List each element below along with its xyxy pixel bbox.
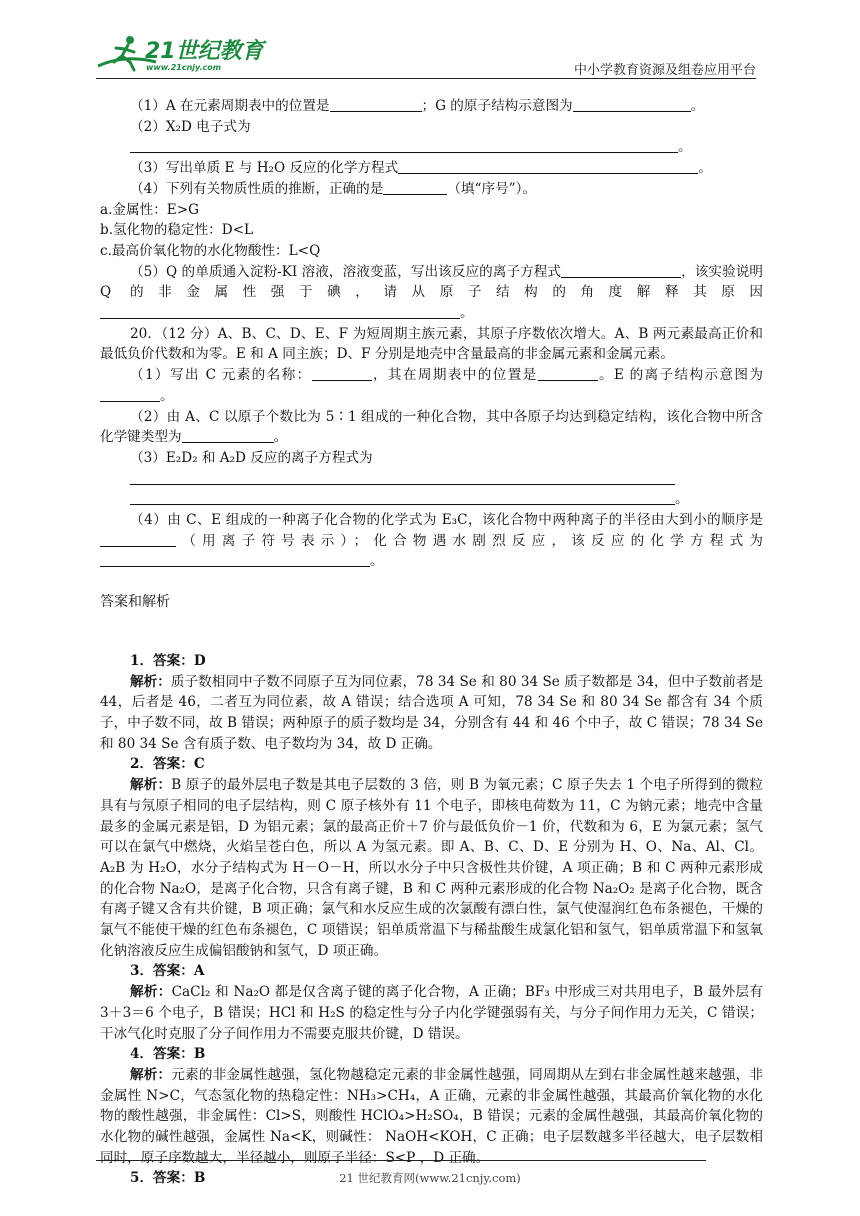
q20-part3: （3）E₂D₂ 和 A₂D 反应的离子方程式为 <box>130 449 373 466</box>
q20-part3-blank2: 。 <box>100 489 763 510</box>
q19-part1: （1）A 在元素周期表中的位置是 ；G 的原子结构示意图为 。 <box>130 98 705 114</box>
q20-part4: （4）由 C、E 组成的一种离子化合物的化学式为 E₃C，该化合物中两种离子的半径由大到小的顺序是（用离子符号表示）；化合物遇水剧烈反应，该反应的化学方程式为。 <box>100 510 763 572</box>
q19-part2-blank: 。 <box>100 137 763 158</box>
logo-text: 21世纪教育 <box>145 39 264 64</box>
platform-name: 中小学教育资源及组卷应用平台 <box>573 63 756 78</box>
q19-part2: （2）X₂D 电子式为 <box>130 118 251 135</box>
document-body <box>100 96 763 1189</box>
q20-part2: （2）由 A、C 以原子个数比为 5∶1 组成的一种化合物，其中各原子均达到稳定结构，该化合物中所含化学键类型为 。 <box>100 408 763 446</box>
answer-4-analysis: 解析：元素的非金属性越强，氢化物越稳定元素的非金属性越强，同周期从左到右非金属性越来越强，非金属性 N>C，气态氢化物的热稳定性：NH₃>CH₄，A 正确，元素的非金属性越强，其最高价氧化物的水化物的酸性越强，非金属性：Cl>S，则酸性 HClO₄>H₂SO₄，B 错误；元素的金属性越强，其最高价氧化物的水化物的碱性越强，金属性 Na<K，则碱性： NaOH<KOH，C 正确；电子层数越多半径越大，电子层数相同时，原子序数越大，半径越小，则原子半径：S<P ，D 正确。 <box>100 1066 763 1166</box>
q20-part1: （1）写出 C 元素的名称： ，其在周期表中的位置是 。E 的离子结构示意图为。 <box>100 365 763 406</box>
answer-5-label: 5．答案：B <box>130 1170 206 1187</box>
q19-option-c: c.最高价氧化物的水化物酸性：L<Q <box>100 242 321 259</box>
answer-2-label: 2．答案：C <box>130 756 205 773</box>
answers-title: 答案和解析 <box>100 594 170 611</box>
q19-part3: （3）写出单质 E 与 H₂O 反应的化学方程式 。 <box>130 160 712 177</box>
page-footer: 21 世纪教育网(www.21cnjy.com) <box>339 1171 521 1185</box>
q19-part4: （4）下列有关物质性质的推断，正确的是 （填“序号”）。 <box>130 180 537 197</box>
logo-url: www.21cnjy.com <box>146 63 222 72</box>
page-header <box>0 0 860 80</box>
q20-part3-blank1 <box>100 469 763 490</box>
header-divider <box>96 78 756 79</box>
q19-part5: （5）Q 的单质通入淀粉-KI 溶液，溶液变蓝，写出该反应的离子方程式 ，该实验说明 Q 的非金属性强于碘，请从原子结构的角度解释其原因。 <box>100 263 763 322</box>
answer-1-analysis: 解析：质子数相同中子数不同原子互为同位素，78 34 Se 和 80 34 Se 质子数都是 34，但中子数前者是 44，后者是 46，二者互为同位素，故 A 错误；结合选项 A 可知，78 34 Se 和 80 34 Se 都含有 34 个质子，中子数不同，故 B 错误；两种原子的质子数均是 34，分别含有 44 和 46 个中子，故 C 错误；78 34 Se 和 80 34 Se 含有质子数、电子数均为 34，故 D 正确。 <box>100 673 763 752</box>
answer-3-label: 3．答案：A <box>130 963 205 980</box>
q20-intro: 20．（12 分）A、B、C、D、E、F 为短周期主族元素，其原子序数依次增大。A、B 两元素最高正价和最低负价代数和为零。E 和 A 同主族；D、F 分别是地壳中含量最高的非金属元素和金属元素。 <box>100 325 763 363</box>
footer-divider <box>96 1160 706 1161</box>
answer-4-label: 4．答案：B <box>130 1046 206 1063</box>
answer-3-analysis: 解析：CaCl₂ 和 Na₂O 都是仅含离子键的离子化合物，A 正确；BF₃ 中形成三对共用电子，B 最外层有 3＋3＝6 个电子，B 错误；HCl 和 H₂S 的稳定性与分子内化学键强弱有关，与分子间作用力无关，C 错误；干冰气化时克服了分子间作用力不需要克服共价键，D 错误。 <box>100 984 763 1042</box>
answer-2-analysis: 解析：B 原子的最外层电子数是其电子层数的 3 倍，则 B 为氧元素；C 原子失去 1 个电子所得到的微粒具有与氖原子相同的电子层结构，则 C 原子核外有 11 个电子，即核电荷数为 11，C 为钠元素；地壳中含量最多的金属元素是铝，D 为铝元素；氯的最高正价＋7 价与最低负价－1 价，代数和为 6，E 为氯元素；氢气可以在氯气中燃烧，火焰呈苍白色，所以 A 为氢元素。即 A、B、C、D、E 分别为 H、O、Na、Al、Cl。A₂B 为 H₂O，水分子结构式为 H－O－H，所以水分子中只含极性共价键，A 项正确；B 和 C 两种元素形成的化合物 Na₂O，是离子化合物，只含有离子键，B 和 C 两种元素形成的化合物 Na₂O₂ 是离子化合物，既含有离子键又含有共价键，B 项正确；氯气和水反应生成的次氯酸有漂白性，氯气使湿润红色布条褪色，干燥的氯气不能使干燥的红色布条褪色，C 项错误；铝单质常温下与稀盐酸生成氯化铝和氢气，铝单质常温下和氢氧化钠溶液反应生成偏铝酸钠和氢气，D 项正确。 <box>100 777 764 959</box>
q19-option-a: a.金属性：E>G <box>100 201 199 218</box>
answer-1-label: 1．答案：D <box>130 652 206 669</box>
q19-option-b: b.氢化物的稳定性：D<L <box>100 222 254 239</box>
